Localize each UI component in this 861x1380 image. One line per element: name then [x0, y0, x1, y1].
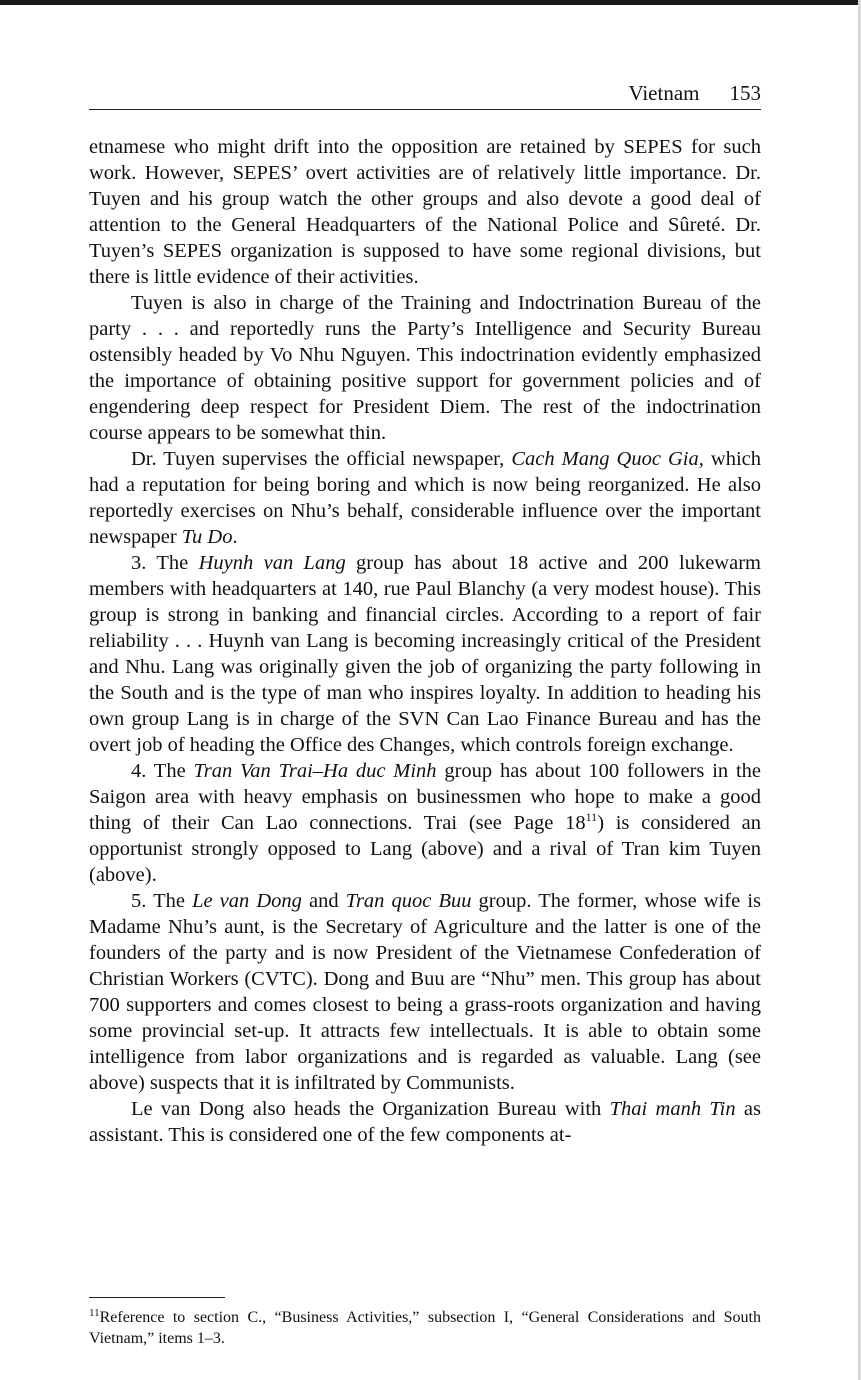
text-run: group has about 18 active and 200 lukewarm members with headquarters at 140, rue Paul Blanchy (a very modest house). This group is strong in banking and financial circles. According to a report of fair reliability . . . Huynh van Lang is becoming increasingly critical of the President and Nhu. Lang was originally given the job of organizing the party following in the South and is the type of man who inspires loyalty. In addition to heading his own group Lang is in charge of the SVN Can Lao Finance Bureau and has the overt job of heading the Office des Changes, which controls foreign exchange.	[89, 552, 761, 756]
paragraph-newspaper	[89, 446, 761, 550]
text-run: group. The former, whose wife is Madame Nhu’s aunt, is the Secretary of Agriculture and the latter is one of the founders of the party and is now President of the Vietnamese Confederation of Christian Workers (CVTC). Dong and Buu are “Nhu” men. This group has about 700 supporters and comes closest to being a grass-roots organization and having some provincial set-up. It attracts few intellectuals. It is able to obtain some intelligence from labor organizations and is regarded as valuable. Lang (see above) suspects that it is infiltrated by Communists.	[89, 890, 761, 1094]
newspaper-title: Tu Do	[181, 526, 233, 548]
text-run: ) is considered an opportunist strongly opposed to Lang (above) and a rival of Tran kim Tuyen (above).	[89, 812, 761, 886]
footnote-rule	[89, 1297, 225, 1298]
footnote-marker: 11	[89, 1307, 100, 1319]
top-edge-bar	[0, 0, 861, 5]
group-name: Tran Van Trai–Ha duc Minh	[193, 760, 437, 782]
paragraph-item-5	[89, 888, 761, 1096]
header-title: Vietnam	[628, 81, 700, 105]
footnote-text: Reference to section C., “Business Activities,” subsection I, “General Considerations and South Vietnam,” items 1–3.	[89, 1309, 761, 1347]
text-run: Le van Dong also heads the Organization Bureau with	[131, 1098, 610, 1120]
paragraph-item-3	[89, 550, 761, 758]
paragraph-training-bureau: Tuyen is also in charge of the Training and Indoctrination Bureau of the party . . . and reportedly runs the Party’s Intelligence and Security Bureau ostensibly headed by Vo Nhu Nguyen. This indoctrination evidently emphasized the importance of obtaining positive support for government policies and of engendering deep respect for President Diem. The rest of the indoctrination course appears to be somewhat thin.	[89, 292, 761, 444]
text-run: 5. The	[131, 890, 193, 912]
footnote-ref: 11	[585, 810, 598, 824]
body-text	[89, 134, 761, 1148]
paragraph-organization-bureau	[89, 1096, 761, 1148]
text-run: group has about 100 followers in the Saigon area with heavy emphasis on businessmen who hope to make a good thing of their Can Lao connections. Trai (see Page 18	[89, 760, 761, 834]
person-name: Thai manh Tin	[609, 1098, 736, 1120]
text-run: .	[232, 526, 238, 548]
person-name: Tran quoc Buu	[345, 890, 472, 912]
paragraph-sepes: etnamese who might drift into the opposition are retained by SEPES for such work. However, SEPES’ overt activities are of relatively little importance. Dr. Tuyen and his group watch the other groups and also devote a good deal of attention to the General Headquarters of the National Police and Sûreté. Dr. Tuyen’s SEPES organization is supposed to have some regional divisions, but there is little evidence of their activities.	[89, 136, 761, 288]
running-header	[89, 81, 761, 110]
text-run: as assistant. This is considered one of the few components at-	[89, 1098, 761, 1146]
text-run: 4. The	[131, 760, 194, 782]
text-run: 3. The	[131, 552, 199, 574]
text-run: Dr. Tuyen supervises the official newspaper,	[131, 448, 512, 470]
text-run: which had a reputation for being boring and which is now being reorganized. He also reportedly exercises on Nhu’s behalf, considerable influence over the important newspaper	[89, 448, 761, 548]
group-name: Huynh van Lang	[198, 552, 346, 574]
newspaper-title: Cach Mang Quoc Gia,	[511, 448, 704, 470]
footnote	[89, 1303, 761, 1349]
paragraph-item-4	[89, 758, 761, 888]
text-run: and	[301, 890, 346, 912]
person-name: Le van Dong	[192, 890, 302, 912]
page-number: 153	[729, 81, 761, 105]
